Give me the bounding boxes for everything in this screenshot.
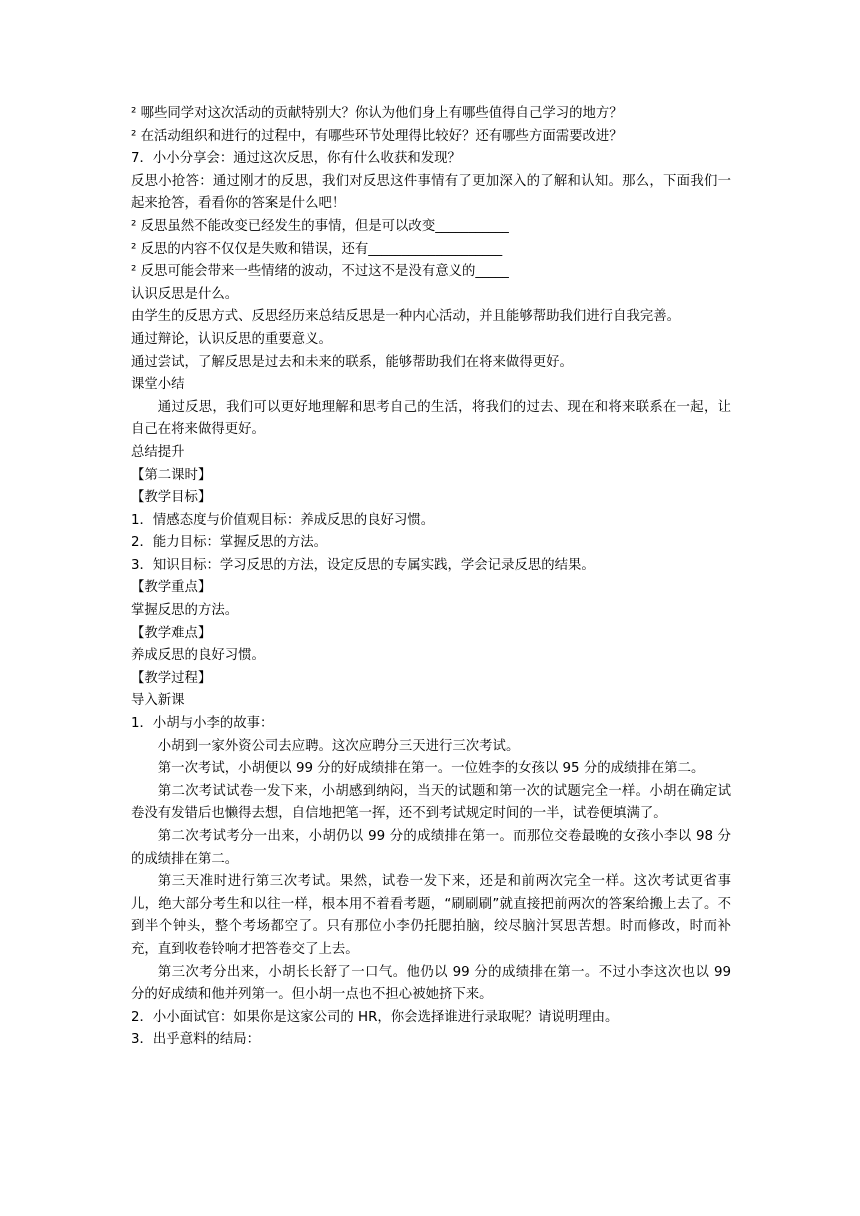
item-unexpected-ending: 3．出乎意料的结局： bbox=[131, 1032, 261, 1048]
story-paragraph-2: 第一次考试，小胡便以 99 分的好成绩排在第一。一位姓李的女孩以 95 分的成绩排在第二。 bbox=[157, 761, 705, 777]
objective-2: 2．能力目标：掌握反思的方法。 bbox=[131, 535, 327, 551]
story-paragraph-4: 第二次考试考分一出来，小胡仍以 99 分的成绩排在第一。而那位交卷最晚的女孩小李以 98 分的成绩排在第二。 bbox=[131, 829, 731, 867]
objective-1: 1．情感态度与价值观目标：养成反思的良好习惯。 bbox=[131, 512, 435, 528]
intro-heading: 导入新课 bbox=[131, 693, 185, 709]
story-heading: 1．小胡与小李的故事： bbox=[131, 716, 274, 732]
story-paragraph-3: 第二次考试试卷一发下来，小胡感到纳闷，当天的试题和第一次的试题完全一样。小胡在确定试卷没有发错后也懒得去想，自信地把笔一挥，还不到考试规定时间的一半，试卷便填满了。 bbox=[131, 783, 731, 822]
bullet-improvement: ² 在活动组织和进行的过程中，有哪些环节处理得比较好？还有哪些方面需要改进？ bbox=[131, 128, 623, 144]
bullet-contribution: ² 哪些同学对这次活动的贡献特别大？你认为他们身上有哪些值得自己学习的地方？ bbox=[131, 106, 623, 121]
objective-3: 3．知识目标：学习反思的方法，设定反思的专属实践，学会记录反思的结果。 bbox=[131, 557, 595, 573]
class-summary-heading: 课堂小结 bbox=[131, 377, 185, 393]
quiz-item-2: ² 反思的内容不仅仅是失败和错误，还有____________________ bbox=[131, 241, 503, 257]
difficulty-text: 养成反思的良好习惯。 bbox=[131, 648, 265, 664]
item-sharing: 7．小小分享会：通过这次反思，你有什么收获和发现？ bbox=[131, 151, 461, 167]
key-points-heading: 【教学重点】 bbox=[131, 580, 212, 596]
summary-line-4: 通过尝试，了解反思是过去和未来的联系，能够帮助我们在将来做得更好。 bbox=[131, 354, 573, 370]
item-interviewer: 2．小小面试官：如果你是这家公司的 HR，你会选择谁进行录取呢？请说明理由。 bbox=[131, 1009, 619, 1025]
objectives-heading: 【教学目标】 bbox=[131, 490, 212, 506]
quiz-item-1: ² 反思虽然不能改变已经发生的事情，但是可以改变___________ bbox=[131, 218, 509, 234]
story-paragraph-5: 第三天准时进行第三次考试。果然，试卷一发下来，还是和前两次完全一样。这次考试更省事儿，绝大部分考生和以往一样，根本用不着看考题，“刷刷刷”就直接把前两次的答案给搬上去了。不到半个钟头，整个考场都空了。只有那位小李仍托腮拍脑，绞尽脑汁冥思苦想。时而修改，时而补充，直到收卷铃响才把答卷交了上去。 bbox=[131, 874, 731, 957]
process-heading: 【教学过程】 bbox=[131, 670, 212, 686]
class-summary-paragraph: 通过反思，我们可以更好地理解和思考自己的生活，将我们的过去、现在和将来联系在一起，让自己在将来做得更好。 bbox=[131, 399, 731, 438]
quiz-item-3: ² 反思可能会带来一些情绪的波动，不过这不是没有意义的_____ bbox=[131, 264, 509, 280]
summary-line-3: 通过辩论，认识反思的重要意义。 bbox=[131, 331, 332, 347]
story-paragraph-6: 第三次考分出来，小胡长长舒了一口气。他仍以 99 分的成绩排在第一。不过小李这次也以 99 分的好成绩和他并列第一。但小胡一点也不担心被她挤下来。 bbox=[131, 964, 731, 1003]
quiz-intro: 反思小抢答：通过刚才的反思，我们对反思这件事情有了更加深入的了解和认知。那么，下面我们一起来抢答，看看你的答案是什么吧！ bbox=[131, 173, 731, 212]
summary-up-heading: 总结提升 bbox=[131, 444, 185, 460]
difficulty-heading: 【教学难点】 bbox=[131, 625, 212, 641]
second-lesson-heading: 【第二课时】 bbox=[131, 467, 212, 483]
story-paragraph-1: 小胡到一家外资公司去应聘。这次应聘分三天进行三次考试。 bbox=[157, 738, 520, 754]
summary-line-2: 由学生的反思方式、反思经历来总结反思是一种内心活动，并且能够帮助我们进行自我完善。 bbox=[131, 309, 681, 325]
summary-line-1: 认识反思是什么。 bbox=[131, 286, 239, 302]
document-page bbox=[131, 103, 731, 1052]
key-points-text: 掌握反思的方法。 bbox=[131, 603, 239, 619]
